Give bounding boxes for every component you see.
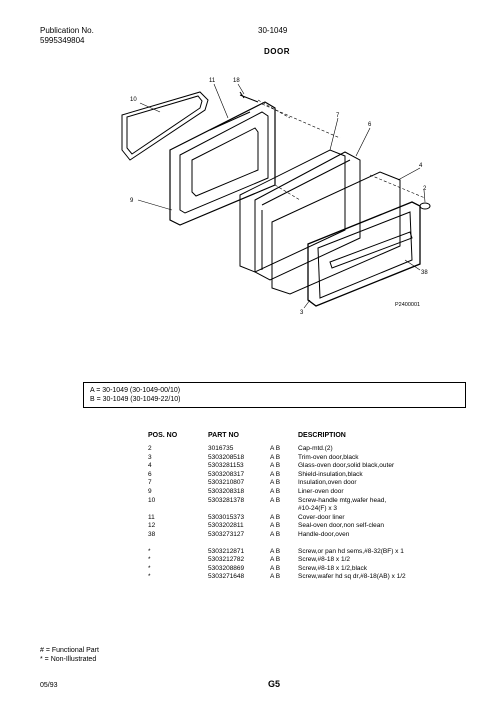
cell-models: A B	[270, 445, 281, 452]
footnote-non-illustrated: * = Non-Illustrated	[40, 656, 97, 663]
table-row	[148, 471, 406, 480]
header-pos-no: POS. NO	[148, 432, 178, 439]
model-b-key: B =	[90, 396, 101, 403]
callout-18: 18	[233, 78, 240, 84]
model-legend	[83, 382, 466, 408]
cell-pos-no: 11	[148, 513, 155, 521]
callout-2: 2	[423, 186, 427, 192]
callout-9: 9	[130, 198, 134, 204]
table-row	[148, 573, 406, 582]
footnote-functional: # = Functional Part	[40, 647, 99, 654]
callout-7: 7	[336, 113, 340, 119]
cell-models: A B	[270, 496, 281, 504]
cell-description: Screw-handle mtg,wafer head, #10-24(F) x 3	[298, 496, 387, 513]
cell-description: Liner-oven door	[298, 487, 344, 495]
cell-models: A B	[270, 453, 281, 461]
cell-description: Trim-oven door,black	[298, 453, 359, 461]
table-row	[148, 548, 406, 557]
cell-description	[298, 540, 406, 548]
cell-models: A B	[270, 522, 281, 530]
cell-models: A B	[270, 462, 281, 470]
cell-pos-no: 9	[148, 487, 152, 495]
table-row	[148, 488, 406, 497]
cell-pos-no: 4	[148, 462, 152, 470]
cell-models: A B	[270, 564, 281, 572]
model-a-key: A =	[90, 387, 101, 394]
model-b-row	[90, 395, 459, 404]
cell-models	[270, 540, 298, 548]
section-title: DOOR	[264, 47, 290, 56]
description-continued: #10-24(F) x 3	[298, 505, 338, 513]
cell-part-no: 5303281153	[208, 462, 244, 470]
cell-pos-no: *	[148, 573, 151, 581]
cell-models: A B	[270, 530, 281, 538]
end-cap	[420, 203, 430, 209]
model-a-text: 30-1049 (30-1049-00/10)	[102, 387, 181, 394]
callout-38: 38	[421, 270, 428, 276]
table-row	[148, 531, 406, 540]
cell-models: A B	[270, 479, 281, 487]
cell-models: A B	[270, 556, 281, 564]
cell-part-no: 5303208518	[208, 453, 245, 461]
table-row	[148, 462, 406, 471]
header-part-no: PART NO	[208, 432, 239, 439]
cell-description: Seal-oven door,non self-clean	[298, 522, 385, 530]
cell-pos-no: *	[148, 547, 151, 555]
cell-pos-no: 2	[148, 445, 152, 452]
cell-description: Screw,#8-18 x 1/2	[298, 556, 351, 564]
cell-models: A B	[270, 573, 281, 581]
callout-10: 10	[130, 97, 137, 103]
cell-pos-no: 3	[148, 453, 152, 461]
callout-4: 4	[419, 163, 423, 169]
callout-3: 3	[300, 310, 304, 316]
cell-description: Screw,or pan hd sems,#8-32(BF) x 1	[298, 547, 404, 555]
callout-11: 11	[209, 78, 216, 84]
cell-part-no: 5303212871	[208, 547, 245, 555]
cell-pos-no: 7	[148, 479, 152, 487]
table-row	[148, 497, 406, 514]
cell-part-no: 5303202811	[208, 522, 244, 530]
publication-number: 5995349804	[40, 36, 85, 45]
table-row	[148, 445, 406, 454]
model-a-row	[90, 386, 459, 395]
cell-description: Glass-oven door,solid black,outer	[298, 462, 395, 470]
cell-description: Shield-insulation,black	[298, 470, 363, 478]
screw-18	[240, 92, 258, 102]
cell-part-no: 5303208318	[208, 487, 245, 495]
cell-models: A B	[270, 470, 281, 478]
door-exploded-diagram	[0, 0, 500, 330]
model-b-text: 30-1049 (30-1049-22/10)	[102, 396, 181, 403]
cell-part-no: 3016735	[208, 445, 234, 452]
figure-id: P2400001	[395, 302, 421, 308]
parts-table	[148, 432, 406, 582]
table-row	[148, 540, 406, 548]
callout-6: 6	[368, 122, 372, 128]
cell-part-no: 5303212782	[208, 556, 245, 564]
cell-part-no: 5303208869	[208, 564, 245, 572]
cell-pos-no: 12	[148, 522, 156, 530]
cell-description: Screw,wafer hd sq dr,#8-18(AB) x 1/2	[298, 573, 406, 581]
cell-models: A B	[270, 547, 281, 555]
cell-pos-no	[148, 540, 208, 548]
cell-part-no: 5303273127	[208, 530, 245, 538]
cell-part-no: 5303015373	[208, 513, 245, 521]
cell-pos-no: 10	[148, 496, 156, 504]
door-liner	[170, 102, 275, 225]
cell-models: A B	[270, 487, 281, 495]
table-row	[148, 479, 406, 488]
cell-pos-no: 38	[148, 530, 156, 538]
cell-description: Insulation,oven door	[298, 479, 357, 487]
table-row	[148, 454, 406, 463]
table-row	[148, 556, 406, 565]
table-row	[148, 514, 406, 523]
table-row	[148, 522, 406, 531]
insulation	[240, 150, 345, 272]
cell-description: Handle-door,oven	[298, 530, 350, 538]
model-number: 30-1049	[258, 26, 288, 35]
cell-pos-no: 6	[148, 470, 152, 478]
cell-part-no: 5303208317	[208, 470, 245, 478]
footer-page-number: G5	[268, 679, 281, 689]
cell-part-no: 5303271648	[208, 573, 245, 581]
cell-pos-no: *	[148, 564, 151, 572]
cell-part-no: 5303210807	[208, 479, 245, 487]
cell-description: Cover-door liner	[298, 513, 345, 521]
header-description: DESCRIPTION	[298, 432, 346, 439]
cell-description: Screw,#8-18 x 1/2,black	[298, 564, 368, 572]
cell-part-no: 5303281378	[208, 496, 245, 504]
cell-part-no	[208, 540, 270, 548]
footer-date: 05/93	[40, 682, 58, 689]
cell-description: Cap-mtd.(2)	[298, 445, 333, 452]
cell-pos-no: *	[148, 556, 151, 564]
table-row	[148, 565, 406, 574]
publication-label: Publication No.	[40, 26, 94, 35]
parts-table-header	[148, 432, 406, 445]
cell-models: A B	[270, 513, 281, 521]
